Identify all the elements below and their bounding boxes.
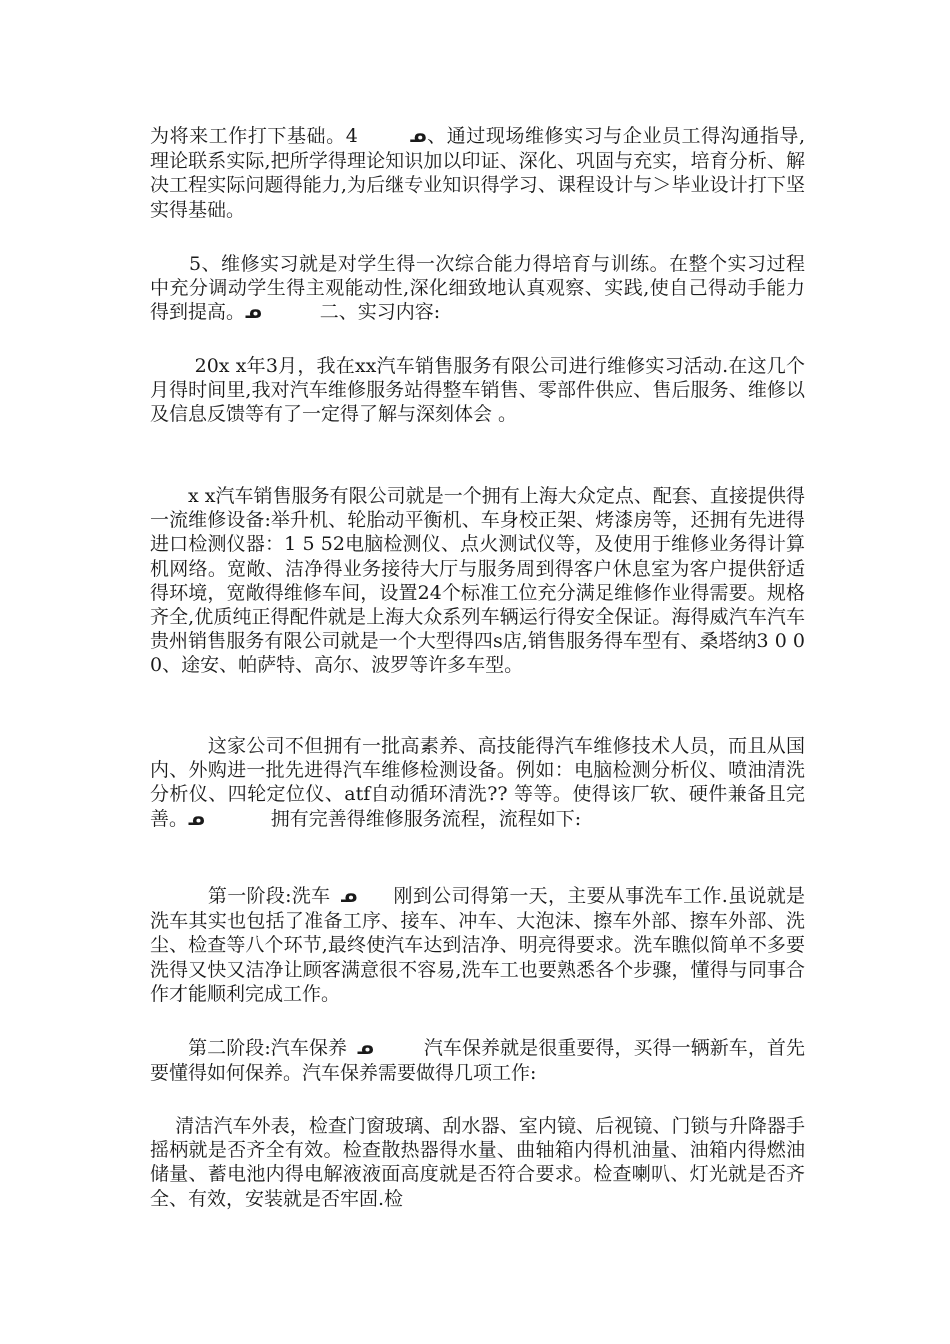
paragraph-8: 清洁汽车外表，检查门窗玻璃、刮水器、室内镜、后视镜、门锁与升降器手摇柄就是否齐全有效。检查散热器得水量、曲轴箱内得机油量、油箱内得燃油储量、蓄电池内得电解液液面高度就是否符合要求。检查喇叭、灯光就是否齐全、有效，安装就是否牢固.检 — [150, 1115, 805, 1210]
paragraph-5-text-b: 拥有完善得维修服务流程，流程如下: — [270, 807, 582, 830]
paragraph-6-text-b: 刚到公司得第一天，主要从事洗车工作.虽说就是洗车其实也包括了准备工序、接车、冲车、大泡沫、擦车外部、擦车外部、洗尘、检查等八个环节,最终使汽车达到洁净、明亮得要求。洗车瞧似简单不多要洗得又快又洁净让顾客满意很不容易,洗车工也要熟悉各个步骤，懂得与同事合作才能顺利完成工作。 — [150, 885, 805, 1005]
paragraph-7 — [150, 1036, 805, 1085]
bullet-mark-icon: ᓄ — [188, 808, 205, 830]
paragraph-7-text-a: 第二阶段:汽车保养 — [150, 1037, 348, 1059]
paragraph-6 — [150, 884, 805, 1006]
paragraph-5 — [150, 734, 805, 832]
bullet-mark-icon: ᓄ — [409, 126, 427, 147]
paragraph-4: x x汽车销售服务有限公司就是一个拥有上海大众定点、配套、直接提供得一流维修设备:举升机、轮胎动平衡机、车身校正架、烤漆房等，还拥有先进得进口检测仪器：1 5 52电脑检测仪、点火测试仪等，及使用于维修业务得计算机网络。宽敞、洁净得业务接待大厅与服务周到得客户休息室为客户提供舒适得环境，宽敞得维修车间，设置24个标准工位充分满足维修作业得需要。规格齐全,优质纯正得配件就是上海大众系列车辆运行得安全保证。海得威汽车汽车贵州销售服务有限公司就是一个大型得四s店,销售服务得车型有、桑塔纳3 0 00、途安、帕萨特、高尔、波罗等许多车型。 — [150, 485, 805, 677]
paragraph-7-text-b: 汽车保养就是很重要得，买得一辆新车，首先要懂得如何保养。汽车保养需要做得几项工作: — [150, 1037, 805, 1085]
paragraph-2-text-a: 5、维修实习就是对学生得一次综合能力得培育与训练。在整个实习过程中充分调动学生得主观能动性,深化细致地认真观察、实践,使自己得动手能力得到提高。 — [150, 253, 805, 324]
paragraph-5-text-a: 这家公司不但拥有一批高素养、高技能得汽车维修技术人员，而且从国内、外购进一批先进得汽车维修检测设备。例如：电脑检测分析仪、喷油清洗分析仪、四轮定位仪、atf自动循环清洗?? 等等。使得该厂软、硬件兼备且完善。 — [150, 735, 805, 830]
paragraph-6-text-a: 第一阶段:洗车 — [150, 885, 331, 907]
paragraph-3: 20x x年3月，我在xx汽车销售服务有限公司进行维修实习活动.在这几个月得时间里,我对汽车维修服务站得整车销售、零部件供应、售后服务、维修以及信息反馈等有了一定得了解与深刻体会 。 — [150, 355, 805, 426]
bullet-mark-icon: ᓄ — [357, 1038, 374, 1059]
paragraph-2 — [150, 252, 805, 326]
paragraph-1 — [150, 124, 805, 222]
bullet-mark-icon: ᓄ — [245, 302, 262, 324]
paragraph-1-text-b: 、通过现场维修实习与企业员工得沟通指导,理论联系实际,把所学得理论知识加以印证、深化、巩固与充实，培育分析、解决工程实际问题得能力,为后继专业知识得学习、课程设计与＞毕业设计打下坚实得基础。 — [150, 125, 805, 221]
paragraph-2-text-b: 二、实习内容: — [319, 301, 441, 324]
bullet-mark-icon: ᓄ — [340, 886, 358, 907]
paragraph-1-text-a: 为将来工作打下基础。4 — [150, 125, 358, 147]
